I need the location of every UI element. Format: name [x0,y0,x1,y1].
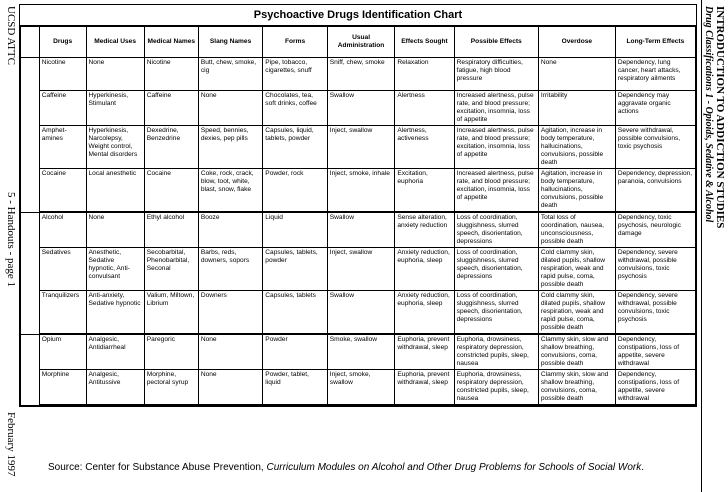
table-cell: Morphine, pectoral syrup [144,370,198,406]
table-cell: Dependency, lung cancer, heart attacks, respiratory ailments [615,58,695,91]
table-cell: Ethyl alcohol [144,212,198,248]
table-row [21,212,696,248]
table-cell: Nicotine [144,58,198,91]
source-citation [48,462,644,473]
table-cell: Cold clammy skin, dilated pupils, shallow respiration, weak and rapid pulse, coma, possible death [538,291,615,335]
table-cell: Local anesthetic [86,169,144,213]
drug-name-cell: Sedatives [39,248,86,291]
table-row [21,169,696,213]
table-cell: Anxiety reduction, euphoria, sleep [395,291,454,335]
table-cell: Analgesic, Antidiarrheal [86,334,144,370]
table-cell: Cold clammy skin, dilated pupils, shallow respiration, weak and rapid pulse, coma, possible death [538,248,615,291]
table-cell: Increased alertness, pulse rate, and blood pressure; excitation, insomnia, loss of appetite [454,169,538,213]
table-cell: Powder, rock [263,169,327,213]
source-prefix: Source: Center for Substance Abuse Prevention, [48,462,267,473]
table-row [21,126,696,169]
table-cell: Hyperkinesis, Narcolepsy, Weight control, Mental disorders [86,126,144,169]
table-row [21,58,696,91]
table-cell: Alertness, activeness [395,126,454,169]
table-row [21,334,696,370]
table-cell: Relaxation [395,58,454,91]
table-cell: Pipe, tobacco, cigarettes, snuff [263,58,327,91]
column-header: Usual Administration [327,27,395,58]
table-cell: Barbs, reds, downers, sopors [198,248,262,291]
table-cell: Euphoria, prevent withdrawal, sleep [395,370,454,406]
table-cell: Increased alertness, pulse rate, and blood pressure; excitation, insomnia, loss of appetite [454,91,538,126]
column-header: Long-Term Effects [615,27,695,58]
source-suffix: . [641,462,645,473]
drug-chart [19,4,697,407]
chart-title: Psychoactive Drugs Identification Chart [20,5,696,26]
table-cell: Dependency, constipations, loss of appetite, severe withdrawal [615,334,695,370]
table-cell: Anti-anxiety, Sedative hypnotic [86,291,144,335]
drug-name-cell: Nicotine [39,58,86,91]
table-cell: Swallow [327,291,395,335]
table-cell: Agitation, increase in body temperature, hallucinations, convulsions, possible death [538,169,615,213]
table-cell: Paregoric [144,334,198,370]
table-cell: Dexedrine, Benzedrine [144,126,198,169]
table-cell: Secobarbital, Phenobarbital, Seconal [144,248,198,291]
table-cell: Swallow [327,212,395,248]
table-cell: Capsules, tablets [263,291,327,335]
drug-name-cell: Morphine [39,370,86,406]
table-cell: Agitation, increase in body temperature, hallucinations, convulsions, possible death [538,126,615,169]
drug-name-cell: Cocaine [39,169,86,213]
table-cell: Clammy skin, slow and shallow breathing, convulsions, coma, possible death [538,370,615,406]
table-cell: Powder [263,334,327,370]
table-cell: Valium, Miltown, Librium [144,291,198,335]
table-cell: Loss of coordination, sluggishness, slurred speech, disorientation, depressions [454,212,538,248]
category-cell [21,212,40,334]
header-corner [21,27,40,58]
column-header: Possible Effects [454,27,538,58]
table-cell: Respiratory difficulties, fatigue, high blood pressure [454,58,538,91]
table-cell: Inject, swallow [327,248,395,291]
drug-name-cell: Opium [39,334,86,370]
table-cell: Swallow [327,91,395,126]
table-cell: Capsules, liquid, tablets, powder [263,126,327,169]
category-cell [21,334,40,405]
column-header: Effects Sought [395,27,454,58]
table-cell: Inject, smoke, swallow [327,370,395,406]
table-cell: None [538,58,615,91]
table-cell: None [86,212,144,248]
table-cell: Dependency, depression, paranoia, convulsions [615,169,695,213]
table-cell: Analgesic, Antitussive [86,370,144,406]
table-cell: Booze [198,212,262,248]
drug-table [20,26,696,406]
column-header: Forms [263,27,327,58]
column-header: Medical Names [144,27,198,58]
table-cell: Coke, rock, crack, blow, toot, white, blast, snow, flake [198,169,262,213]
table-cell: Clammy skin, slow and shallow breathing, convulsions, coma, possible death [538,334,615,370]
table-cell: Alertness [395,91,454,126]
table-cell: Butt, chew, smoke, cig [198,58,262,91]
table-cell: Excitation, euphoria [395,169,454,213]
table-cell: Chocolates, tea, soft drinks, coffee [263,91,327,126]
table-cell: Caffeine [144,91,198,126]
table-cell: None [198,91,262,126]
table-cell: Anxiety reduction, euphoria, sleep [395,248,454,291]
table-cell: Severe withdrawal, possible convulsions, toxic psychosis [615,126,695,169]
drug-name-cell: Tranquilizers [39,291,86,335]
table-cell: Dependency, severe withdrawal, possible convulsions, toxic psychosis [615,291,695,335]
table-cell: Inject, smoke, inhale [327,169,395,213]
table-cell: Dependency, severe withdrawal, possible convulsions, toxic psychosis [615,248,695,291]
table-cell: Dependency may aggravate organic actions [615,91,695,126]
table-cell: Irritability [538,91,615,126]
table-cell: Hyperkinesis, Stimulant [86,91,144,126]
course-title: INTRODUCTION TO ADDICTION STUDIES [714,6,726,229]
column-header: Medical Uses [86,27,144,58]
table-row [21,248,696,291]
table-cell: Euphoria, prevent withdrawal, sleep [395,334,454,370]
source-title: Curriculum Modules on Alcohol and Other Drug Problems for Schools of Social Work [266,462,642,473]
category-cell [21,58,40,213]
table-body [21,58,696,406]
column-header: Overdose [538,27,615,58]
table-cell: Speed, bennies, dexies, pep pills [198,126,262,169]
table-row [21,370,696,406]
table-cell: Powder, tablet, liquid [263,370,327,406]
table-cell: Smoke, swallow [327,334,395,370]
table-cell: Total loss of coordination, nausea, unconsciousness, possible death [538,212,615,248]
column-header: Slang Names [198,27,262,58]
margin-page-label: 5 - Handouts - page 1 [5,192,17,288]
table-cell: Dependency, constipations, loss of appetite, severe withdrawal [615,370,695,406]
table-cell: Increased alertness, pulse rate, and blood pressure; excitation, insomnia, loss of appetite [454,126,538,169]
table-cell: None [198,370,262,406]
header-row [21,27,696,58]
table-cell: Sense alteration, anxiety reduction [395,212,454,248]
margin-date-label: February 1997 [5,412,17,477]
table-cell: Euphoria, drowsiness, respiratory depression, constricted pupils, sleep, nausea [454,370,538,406]
column-header: Drugs [39,27,86,58]
table-cell: Loss of coordination, sluggishness, slurred speech, disorientation, depressions [454,248,538,291]
table-cell: Euphoria, drowsiness, respiratory depression, constricted pupils, sleep, nausea [454,334,538,370]
drug-name-cell: Amphet-amines [39,126,86,169]
table-cell: Anesthetic, Sedative hypnotic, Anti-convulsant [86,248,144,291]
right-margin [701,0,728,492]
table-cell: Downers [198,291,262,335]
margin-org-label: UCSD ATTC [5,6,17,65]
drug-name-cell: Alcohol [39,212,86,248]
table-cell: Capsules, tablets, powder [263,248,327,291]
table-cell: Inject, swallow [327,126,395,169]
table-cell: Liquid [263,212,327,248]
table-row [21,291,696,335]
table-cell: None [198,334,262,370]
drug-name-cell: Caffeine [39,91,86,126]
table-cell: Loss of coordination, sluggishness, slurred speech, disorientation, depressions [454,291,538,335]
table-cell: None [86,58,144,91]
course-subtitle: Drug Classifications 1 - Opioids, Sedative & Alcohol [703,6,714,223]
table-row [21,91,696,126]
table-cell: Cocaine [144,169,198,213]
table-cell: Dependency, toxic psychosis, neurologic damage [615,212,695,248]
table-cell: Sniff, chew, smoke [327,58,395,91]
